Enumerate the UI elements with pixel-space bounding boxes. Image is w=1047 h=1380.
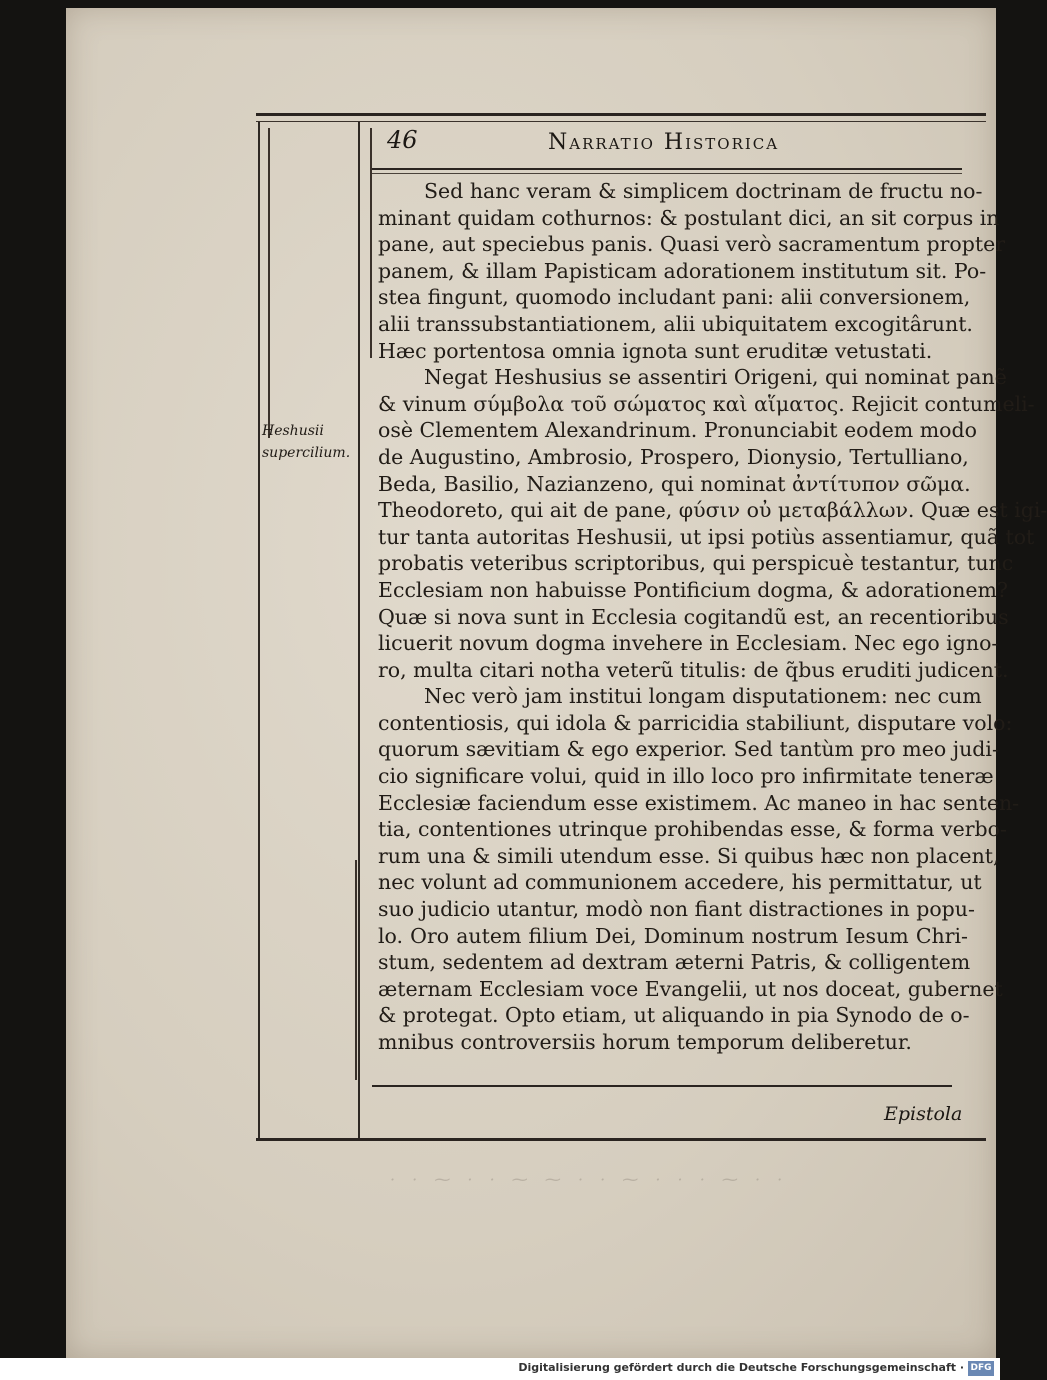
text-line: osè Clementem Alexandrinum. Pronunciabit eodem modo <box>378 418 977 443</box>
margin-ink-stroke <box>268 128 270 438</box>
text-line: stum, sedentem ad dextram æterni Patris, & colligentem <box>378 950 971 975</box>
text-line: tia, contentiones utrinque prohibendas esse, & forma verbo- <box>378 817 1007 842</box>
running-head: Narratio Historica <box>548 130 780 155</box>
top-frame-rule <box>256 113 986 116</box>
text-line: lo. Oro autem filium Dei, Dominum nostrum Iesum Chri- <box>378 923 968 948</box>
dfg-logo: DFG <box>968 1361 994 1376</box>
margin-note: Heshusii supercilium. <box>262 423 351 461</box>
bottom-frame-rule <box>256 1138 986 1141</box>
text-line: & protegat. Opto etiam, ut aliquando in pia Synodo de o- <box>378 1003 970 1028</box>
text-line: stea fingunt, quomodo includant pani: alii conversionem, <box>378 285 971 310</box>
text-line: Quæ si nova sunt in Ecclesia cogitandũ est, an recentioribus <box>378 604 1009 629</box>
text-line: Ecclesiæ faciendum esse existimem. Ac maneo in hac senten- <box>378 790 1020 815</box>
text-line: Theodoreto, qui ait de pane, φύσιν οὐ μεταβάλλων. Quæ est igi- <box>378 498 1047 523</box>
margin-ink-stroke <box>370 128 372 358</box>
text-line: Nec verò jam institui longam disputationem: nec cum <box>424 684 982 709</box>
text-line: Sed hanc veram & simplicem doctrinam de fructu no- <box>424 179 983 203</box>
text-line: tur tanta autoritas Heshusii, ut ipsi potiùs assentiamur, quã tot <box>378 524 1035 549</box>
body-text <box>378 178 1047 1056</box>
text-line: cio significare volui, quid in illo loco pro infirmitate teneræ <box>378 764 994 789</box>
margin-ink-stroke <box>355 860 357 1080</box>
header-rule-thin <box>372 173 962 174</box>
column-divider-rule <box>358 122 360 1138</box>
text-line: probatis veteribus scriptoribus, qui perspicuè testantur, tunc <box>378 551 1014 576</box>
text-line: pane, aut speciebus panis. Quasi verò sacramentum propter <box>378 232 1006 257</box>
top-frame-rule-thin <box>256 121 986 122</box>
text-line: ro, multa citari notha veterũ titulis: de q̃bus eruditi judicent. <box>378 657 1009 682</box>
funding-credit: Digitalisierung gefördert durch die Deutsche Forschungsgemeinschaft · <box>518 1361 964 1374</box>
text-line: nec volunt ad communionem accedere, his permittatur, ut <box>378 870 982 895</box>
text-line: & vinum σύμβολα τοῦ σώματος καὶ αἵματος. Rejicit contumeli- <box>378 391 1035 416</box>
text-line: de Augustino, Ambrosio, Prospero, Dionysio, Tertulliano, <box>378 444 969 469</box>
text-line: Beda, Basilio, Nazianzeno, qui nominat ἀντίτυπον σῶμα. <box>378 471 971 496</box>
catchword: Epistola <box>884 1103 963 1125</box>
text-line: mnibus controversiis horum temporum deliberetur. <box>378 1030 912 1054</box>
text-line: rum una & simili utendum esse. Si quibus hæc non placent, <box>378 843 1000 868</box>
text-line: licuerit novum dogma invehere in Ecclesiam. Nec ego igno- <box>378 631 999 656</box>
text-line: Hæc portentosa omnia ignota sunt eruditæ vetustati. <box>378 338 933 363</box>
show-through-texture: · · ⁓ · · ⁓ ⁓ · · ⁓ · · · ⁓ · · <box>390 1170 789 1189</box>
text-line: alii transsubstantiationem, alii ubiquitatem excogitârunt. <box>378 311 973 336</box>
page-number: 46 <box>387 126 418 154</box>
text-line: minant quidam cothurnos: & postulant dici, an sit corpus in <box>378 205 1000 230</box>
header-rule <box>372 168 962 170</box>
text-line: panem, & illam Papisticam adorationem institutum sit. Po- <box>378 258 987 283</box>
text-line: contentiosis, qui idola & parricidia stabiliunt, disputare volo: <box>378 710 1013 735</box>
text-footer-rule <box>372 1085 952 1087</box>
text-line: suo judicio utantur, modò non fiant distractiones in popu- <box>378 897 975 922</box>
footer-bar <box>0 1358 1000 1380</box>
text-line: quorum sævitiam & ego experior. Sed tantùm pro meo judi- <box>378 737 999 762</box>
text-line: Ecclesiam non habuisse Pontificium dogma, & adorationem? <box>378 577 1008 602</box>
text-line: æternam Ecclesiam voce Evangelii, ut nos doceat, gubernet <box>378 976 1003 1001</box>
text-line: Negat Heshusius se assentiri Origeni, qui nominat panẽ <box>424 365 1007 390</box>
margin-left-rule <box>258 122 260 1138</box>
